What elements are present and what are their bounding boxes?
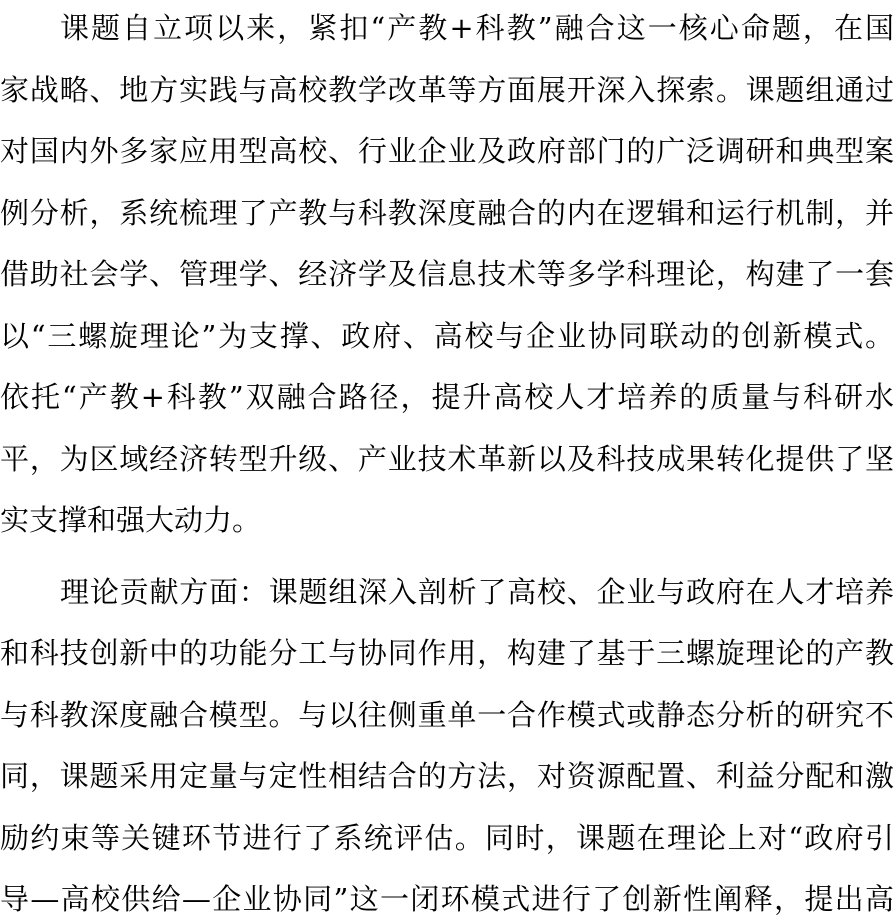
paragraph-line: 家战略、地方实践与高校教学改革等方面展开深入探索。课题组通过 [0,73,894,107]
paragraph-line: 和科技创新中的功能分工与协同作用，构建了基于三螺旋理论的产教 [0,636,894,670]
paragraph-line: 借助社会学、管理学、经济学及信息技术等多学科理论，构建了一套 [0,257,894,291]
paragraph-line: 以“三螺旋理论”为支撑、政府、高校与企业协同联动的创新模式。 [0,319,894,353]
paragraph-line: 平，为区域经济转型升级、产业技术革新以及科技成果转化提供了坚 [0,442,894,476]
paragraph-line: 与科教深度融合模型。与以往侧重单一合作模式或静态分析的研究不 [0,698,894,732]
paragraph-line: 课题自立项以来，紧扣“产教+科教”融合这一核心命题，在国 [60,11,894,45]
paragraph-line: 理论贡献方面：课题组深入剖析了高校、企业与政府在人才培养 [60,575,894,609]
paragraph-line: 例分析，系统梳理了产教与科教深度融合的内在逻辑和运行机制，并 [0,196,894,230]
paragraph-line: 对国内外多家应用型高校、行业企业及政府部门的广泛调研和典型案 [0,134,894,168]
paragraph-line: 导—高校供给—企业协同”这一闭环模式进行了创新性阐释，提出高 [0,882,894,916]
paragraph-line: 同，课题采用定量与定性相结合的方法，对资源配置、利益分配和激 [0,759,894,793]
paragraph-line: 依托“产教+科教”双融合路径，提升高校人才培养的质量与科研水 [0,380,894,414]
paragraph-line: 励约束等关键环节进行了系统评估。同时，课题在理论上对“政府引 [0,821,894,855]
paragraph-line: 实支撑和强大动力。 [0,503,262,537]
